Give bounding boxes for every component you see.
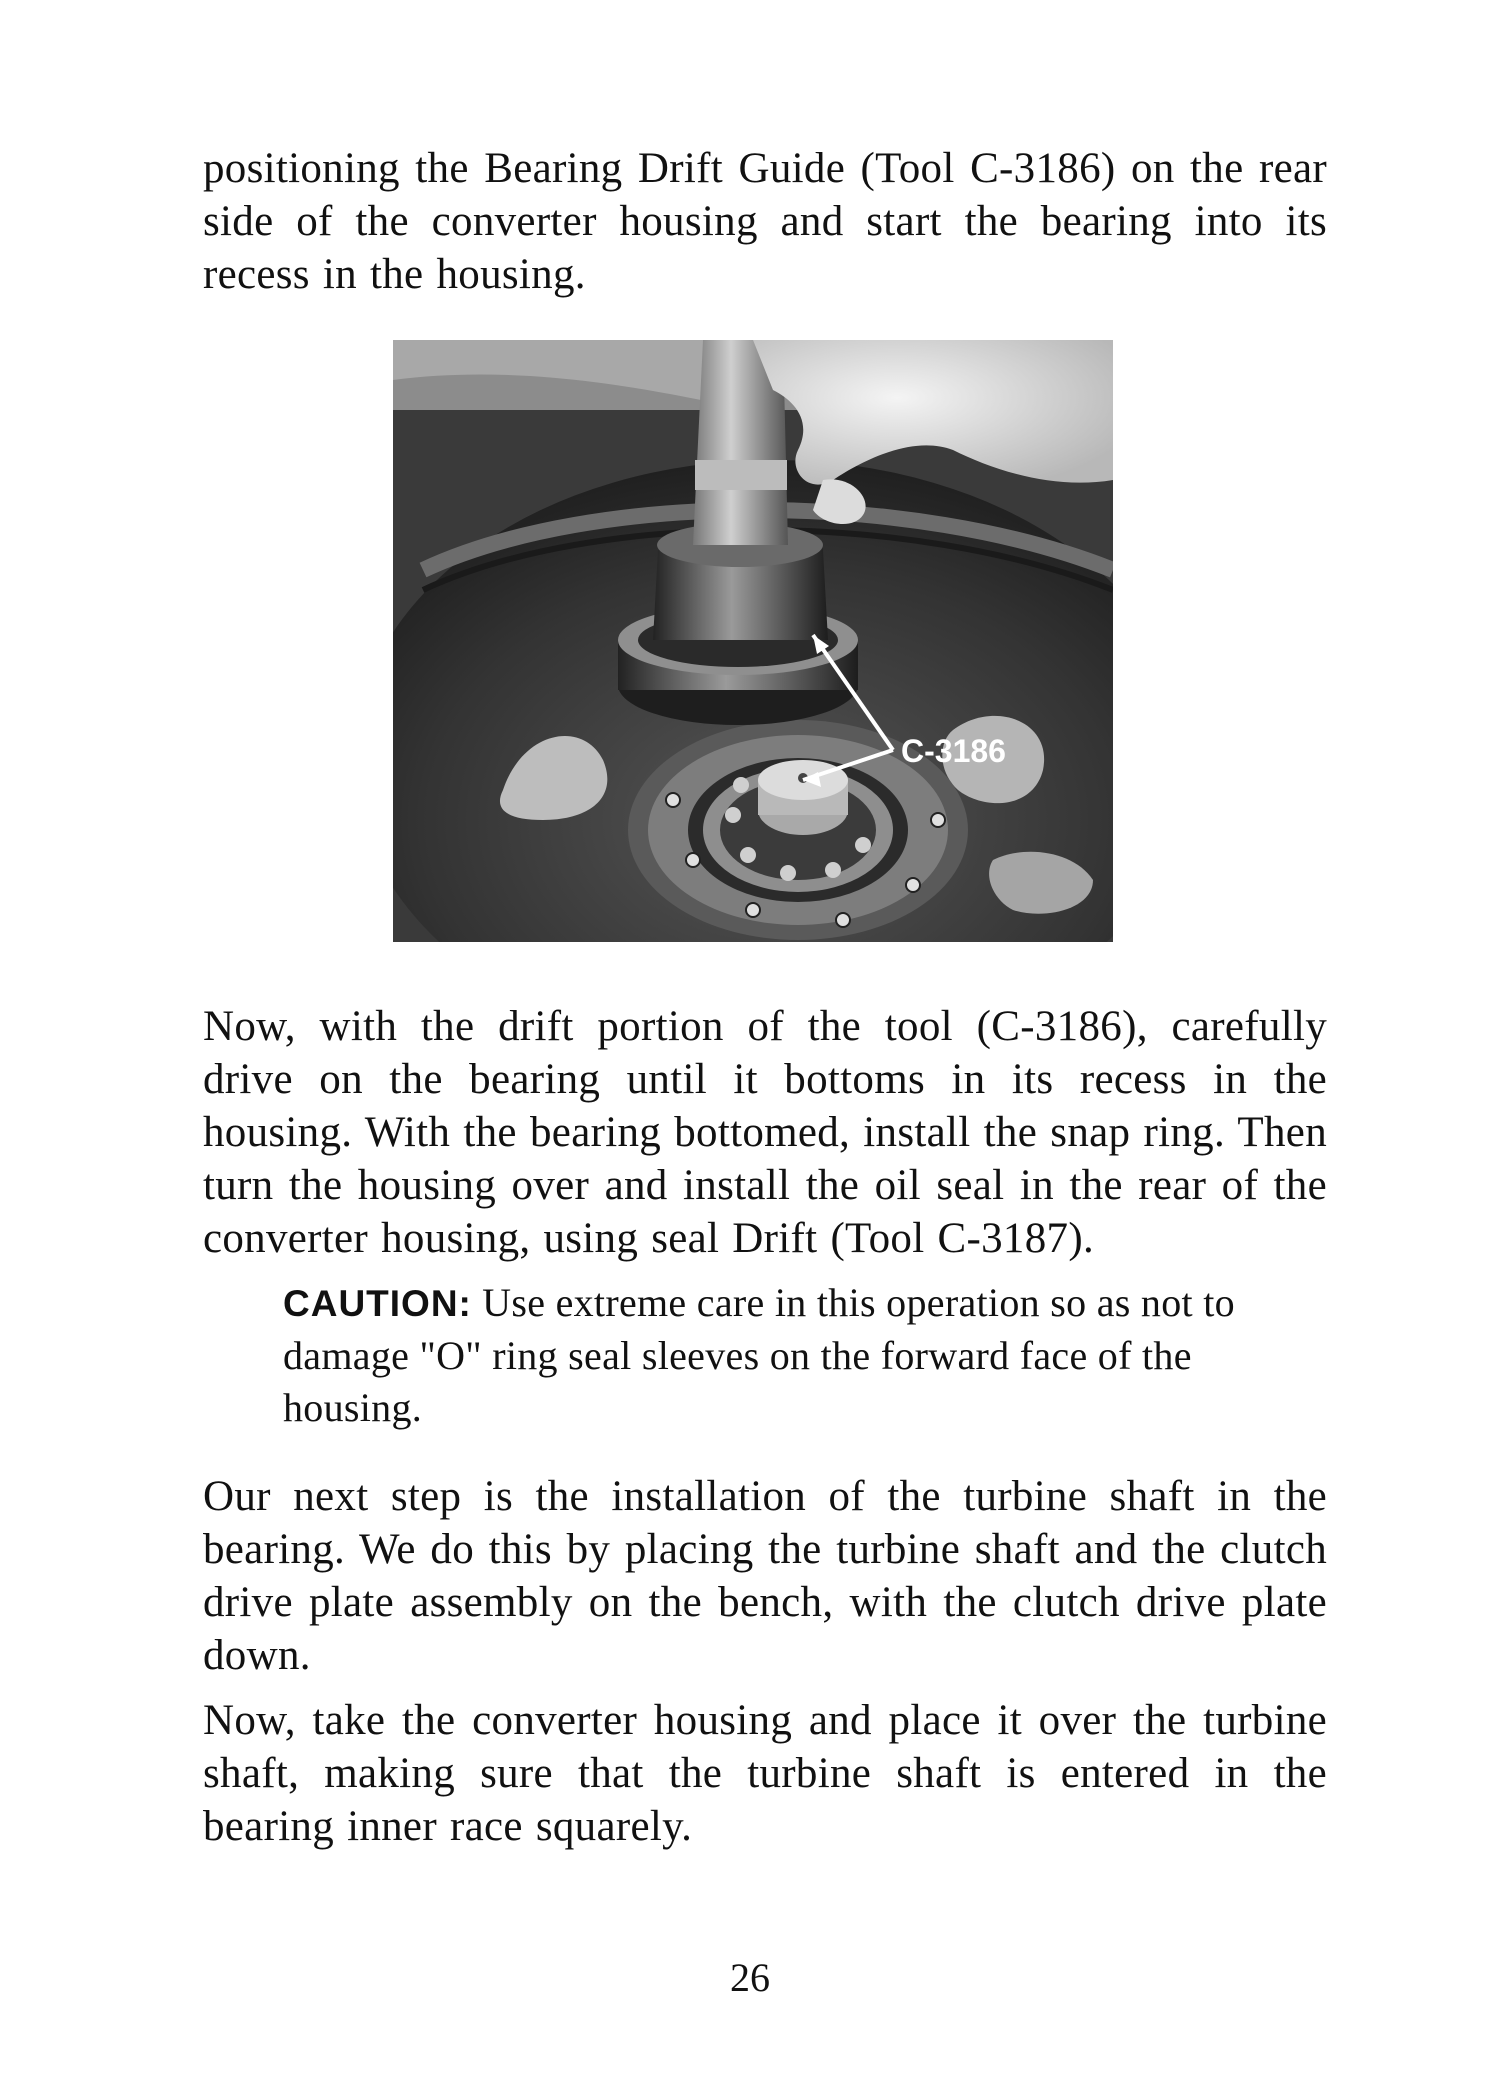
drift-paragraph: Now, with the drift portion of the tool (C-3186), carefully drive on the bearing until it bottoms in its recess in the housing. With the bearing bottomed, install the snap ring. Then turn the housing over and install the oil seal in the rear of the converter housing, using seal Drift (Tool C-3187). <box>203 1003 1327 1262</box>
photo-illustration <box>393 340 1113 942</box>
turbine-shaft-paragraph: Our next step is the installation of the turbine shaft in the bearing. We do this by placing the turbine shaft and the clutch drive plate assembly on the bench, with the clutch drive plate down. <box>203 1473 1327 1679</box>
housing-placement-paragraph: Now, take the converter housing and place it over the turbine shaft, making sure that the turbine shaft is entered in the bearing inner race squarely. <box>203 1697 1327 1850</box>
caution-note <box>283 1277 1239 1434</box>
caution-text: Use extreme care in this operation so as not to damage "O" ring seal sleeves on the forward face of the housing. <box>283 1280 1235 1430</box>
caution-label: CAUTION: <box>283 1283 472 1324</box>
intro-paragraph: positioning the Bearing Drift Guide (Tool C-3186) on the rear side of the converter housing and start the bearing into its recess in the housing. <box>203 145 1327 298</box>
bearing-installation-photo <box>393 340 1113 942</box>
callout-label: C-3186 <box>901 733 1006 769</box>
page-number: 26 <box>730 1955 770 2000</box>
